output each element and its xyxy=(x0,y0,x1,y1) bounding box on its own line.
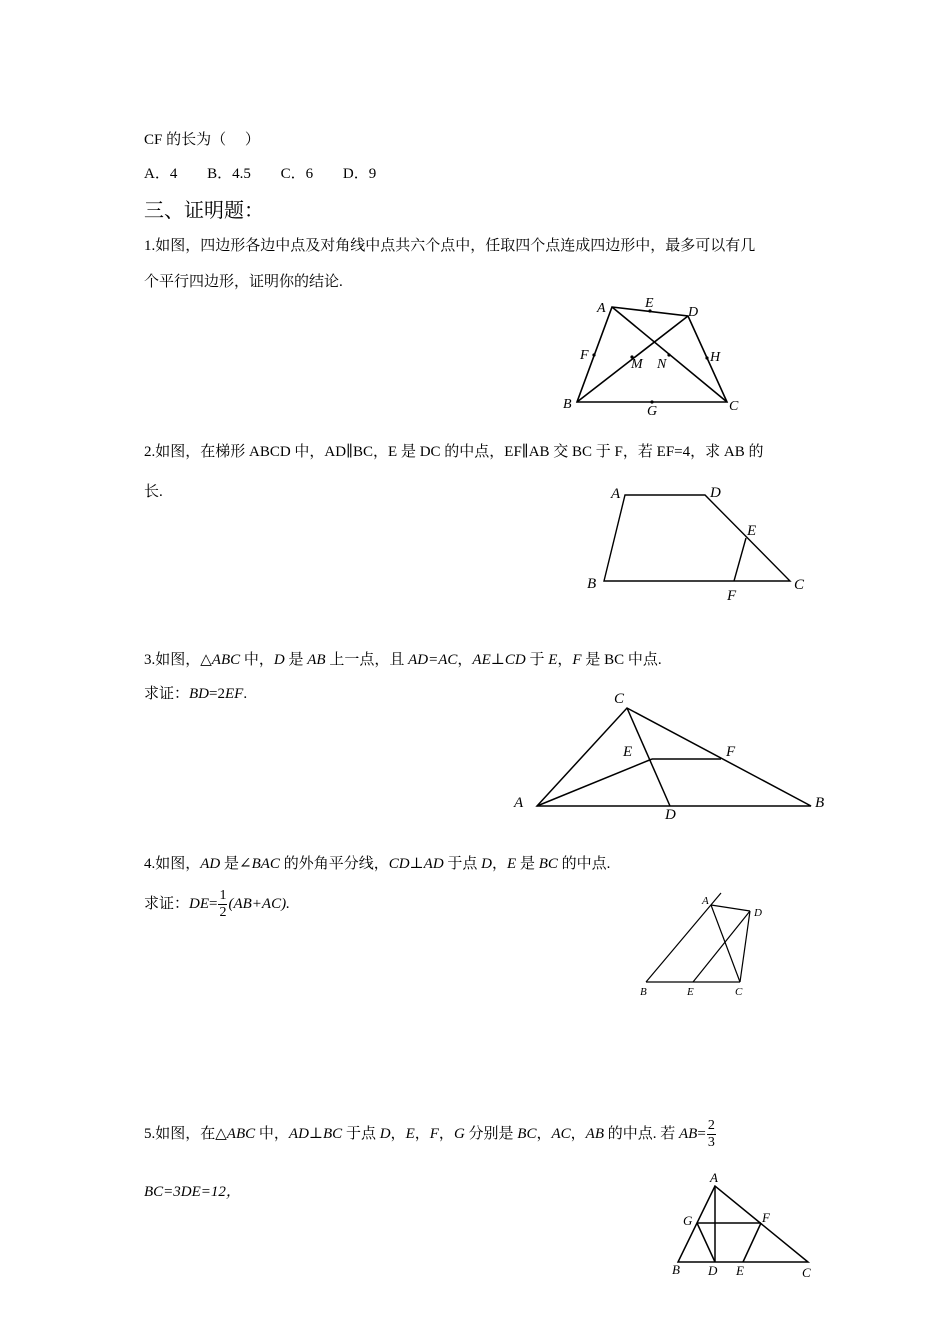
p4-label-e: E xyxy=(687,986,694,998)
p5-line2: BC=3DE=12， xyxy=(144,1184,241,1200)
p3-label-b: B xyxy=(815,795,825,811)
p2-label-c: C xyxy=(794,577,805,593)
p3-proof-line: 求证：BD=2EF. xyxy=(144,686,248,702)
p1-label-b: B xyxy=(563,397,572,412)
option-d: D．9 xyxy=(342,166,377,182)
p3-label-c: C xyxy=(614,691,625,707)
p4-fraction: $\frac{1}{2}$ xyxy=(219,888,227,920)
p1-label-g: G xyxy=(647,404,658,419)
p5-line1: 5.如图，在△ABC 中，AD⊥BC 于点 D，E，F，G 分别是 BC，AC，AB 的中点. 若 AB= $\frac{2}{3}$ xyxy=(144,1118,715,1150)
p5-label-e: E xyxy=(736,1263,744,1278)
p3-label-e: E xyxy=(623,744,633,760)
prev-question-stem: CF 的长为（ ） xyxy=(144,132,260,148)
p3-label-a: A xyxy=(514,795,524,811)
p1-label-m: M xyxy=(631,357,643,372)
p1-label-h: H xyxy=(710,350,721,365)
p1-label-n: N xyxy=(657,357,667,372)
p1-label-d: D xyxy=(688,305,699,320)
p5-label-a: A xyxy=(710,1170,718,1185)
p4-label-a: A xyxy=(702,895,709,907)
p1-line1: 1.如图，四边形各边中点及对角线中点共六个点中，任取四个点连成四边形中，最多可以有几 xyxy=(144,238,756,254)
p5-label-b: B xyxy=(672,1262,680,1277)
p5-segment-fe xyxy=(743,1223,761,1262)
option-c: C．6 xyxy=(280,166,314,182)
p2-line2: 长. xyxy=(144,484,163,500)
p5-label-g: G xyxy=(683,1213,693,1228)
p2-label-d: D xyxy=(710,485,721,501)
p2-label-f: F xyxy=(727,588,737,604)
p4-label-b: B xyxy=(640,986,647,998)
p2-label-b: B xyxy=(587,576,597,592)
section-title: 三、证明题： xyxy=(144,200,264,222)
p5-segment-gd xyxy=(697,1223,715,1262)
option-a: A．4 xyxy=(144,166,178,182)
p2-label-a: A xyxy=(611,486,621,502)
p4-line1: 4.如图，AD 是∠BAC 的外角平分线，CD⊥AD 于点 D，E 是 BC 的中点. xyxy=(144,856,611,872)
p5-label-d: D xyxy=(708,1263,718,1278)
p5-label-c: C xyxy=(802,1265,811,1280)
p5-label-f: F xyxy=(762,1210,770,1225)
p4-label-c: C xyxy=(735,986,743,998)
p1-label-c: C xyxy=(729,399,739,414)
p1-line2: 个平行四边形，证明你的结论. xyxy=(144,274,343,290)
p3-label-d: D xyxy=(665,807,676,823)
p1-label-f: F xyxy=(580,348,589,363)
p2-label-e: E xyxy=(747,523,757,539)
option-b: B．4.5 xyxy=(207,166,251,182)
p3-label-f: F xyxy=(726,744,736,760)
p4-label-d: D xyxy=(754,907,762,919)
p5-fraction: $\frac{2}{3}$ xyxy=(707,1118,715,1150)
p3-line1: 3.如图，△ABC 中，D 是 AB 上一点，且 AD=AC，AE⊥CD 于 E，F 是 BC 中点. xyxy=(144,652,662,668)
p1-label-a: A xyxy=(597,301,606,316)
p1-label-e: E xyxy=(645,296,654,311)
p2-line1: 2.如图，在梯形 ABCD 中，AD∥BC，E 是 DC 的中点，EF∥AB 交 BC 于 F，若 EF=4，求 AB 的 xyxy=(144,444,764,460)
p4-proof-line: 求证：DE= $\frac{1}{2}$ (AB+AC). xyxy=(144,888,290,920)
